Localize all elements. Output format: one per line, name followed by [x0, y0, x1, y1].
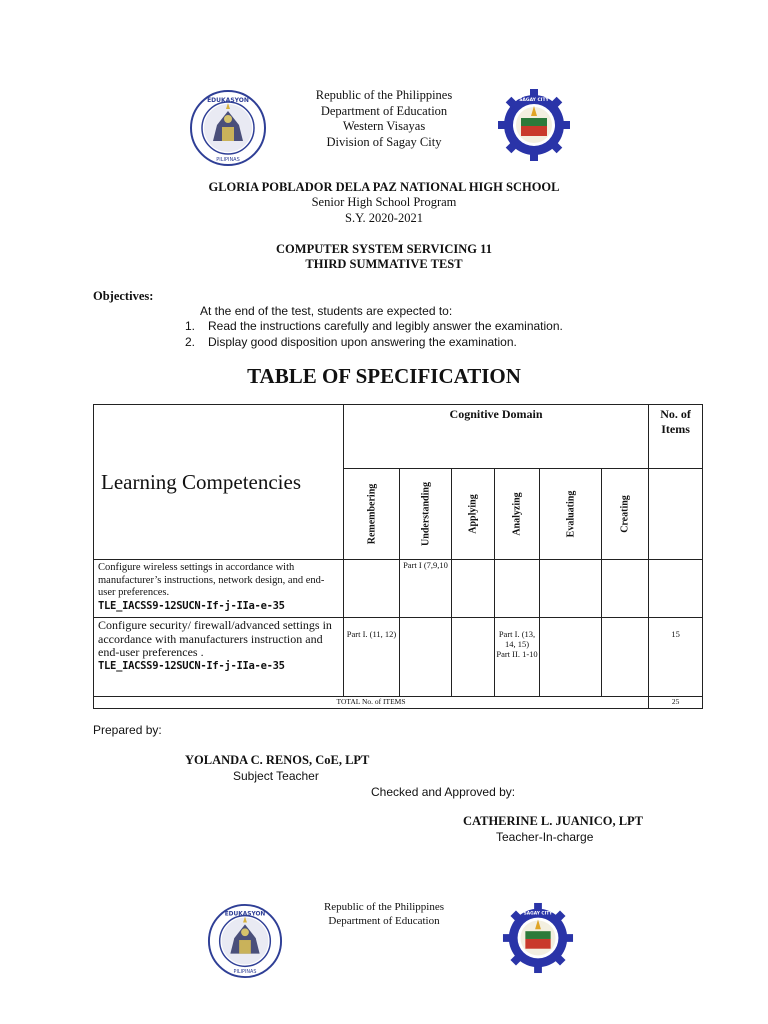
cell-items: 15 — [649, 618, 703, 697]
objectives-intro: At the end of the test, students are expected to: — [200, 304, 453, 318]
table-row — [94, 560, 703, 618]
domain-creating: Creating — [602, 469, 649, 560]
objectives-list — [185, 319, 563, 350]
svg-text:EDUKASYON: EDUKASYON — [224, 911, 266, 918]
approver-title: Teacher-In-charge — [496, 830, 594, 844]
header-division: Division of Sagay City — [326, 134, 442, 149]
header-region: Western Visayas — [342, 119, 426, 133]
domain-understanding: Understanding — [400, 469, 452, 560]
header-republic: Republic of the Philippines — [315, 88, 453, 102]
objective-item: 1. Read the instructions carefully and legibly answer the examination. — [185, 319, 563, 333]
cell-understanding — [400, 618, 452, 697]
test-title: THIRD SUMMATIVE TEST — [305, 257, 463, 271]
prepared-by-label: Prepared by: — [93, 723, 162, 737]
cell-remembering: Part I. (11, 12) — [344, 618, 400, 697]
test-subject: COMPUTER SYSTEM SERVICING 11 — [276, 242, 492, 256]
cell-creating — [602, 560, 649, 618]
total-label: TOTAL No. of ITEMS — [94, 697, 649, 709]
cell-remembering — [344, 560, 400, 618]
preparer-name: YOLANDA C. RENOS, CoE, LPT — [185, 753, 370, 767]
svg-text:PILIPINAS: PILIPINAS — [233, 969, 257, 976]
cell-understanding: Part I (7,9,10 — [400, 560, 452, 618]
footer-republic: Republic of the Philippines — [323, 901, 445, 913]
cell-evaluating — [540, 618, 602, 697]
deped-seal-logo-footer — [207, 903, 283, 979]
domain-remembering: Remembering — [344, 469, 400, 560]
objective-item: 2. Display good disposition upon answering the examination. — [185, 334, 517, 349]
cell-applying — [452, 618, 495, 697]
svg-text:SAGAY CITY: SAGAY CITY — [523, 911, 553, 917]
competency-code: TLE_IACSS9-12SUCN-If-j-IIa-e-35 — [98, 599, 285, 612]
competency-cell: Configure security/ firewall/advanced settings in accordance with manufacturers instruction and end-user preferences . TLE_IACSS9-12SUCN-If-j-IIa-e-35 — [94, 618, 344, 697]
domain-applying: Applying — [452, 469, 495, 560]
school-program: Senior High School Program — [311, 195, 457, 209]
svg-text:SAGAY CITY: SAGAY CITY — [519, 98, 549, 103]
footer-department: Department of Education — [328, 915, 440, 927]
competency-code: TLE_IACSS9-12SUCN-If-j-IIa-e-35 — [98, 659, 285, 672]
tos-table — [93, 404, 703, 709]
division-seal-logo-footer — [502, 902, 574, 974]
school-year: S.Y. 2020-2021 — [345, 210, 423, 225]
learning-competencies-header: Learning Competencies — [94, 405, 344, 560]
cell-items — [649, 560, 703, 618]
checked-by-label: Checked and Approved by: — [371, 785, 516, 799]
preparer-title: Subject Teacher — [233, 769, 319, 783]
cell-evaluating — [540, 560, 602, 618]
competency-cell: Configure wireless settings in accordance with manufacturer’s instructions, network design, and end-user preferences. TLE_IACSS9-12SUCN-If-j-IIa-e-35 — [94, 560, 344, 618]
tos-title: TABLE OF SPECIFICATION — [247, 364, 521, 388]
items-blank-cell — [649, 469, 703, 560]
domain-evaluating: Evaluating — [540, 469, 602, 560]
no-of-items-header: No. of Items — [649, 405, 703, 469]
svg-text:EDUKASYON: EDUKASYON — [207, 97, 249, 104]
cell-creating — [602, 618, 649, 697]
total-row — [94, 697, 703, 709]
cell-applying — [452, 560, 495, 618]
cell-analyzing: Part I. (13, 14, 15) Part II. 1-10 — [495, 618, 540, 697]
cognitive-domain-header: Cognitive Domain — [344, 405, 649, 469]
domain-analyzing: Analyzing — [495, 469, 540, 560]
objectives-label: Objectives: — [93, 289, 154, 303]
approver-name: CATHERINE L. JUANICO, LPT — [463, 814, 643, 828]
svg-text:PILIPINAS: PILIPINAS — [216, 157, 240, 163]
header-department: Department of Education — [320, 103, 448, 118]
cell-analyzing — [495, 560, 540, 618]
school-name: GLORIA POBLADOR DELA PAZ NATIONAL HIGH SCHOOL — [208, 180, 560, 194]
table-row — [94, 618, 703, 697]
total-value: 25 — [649, 697, 703, 709]
